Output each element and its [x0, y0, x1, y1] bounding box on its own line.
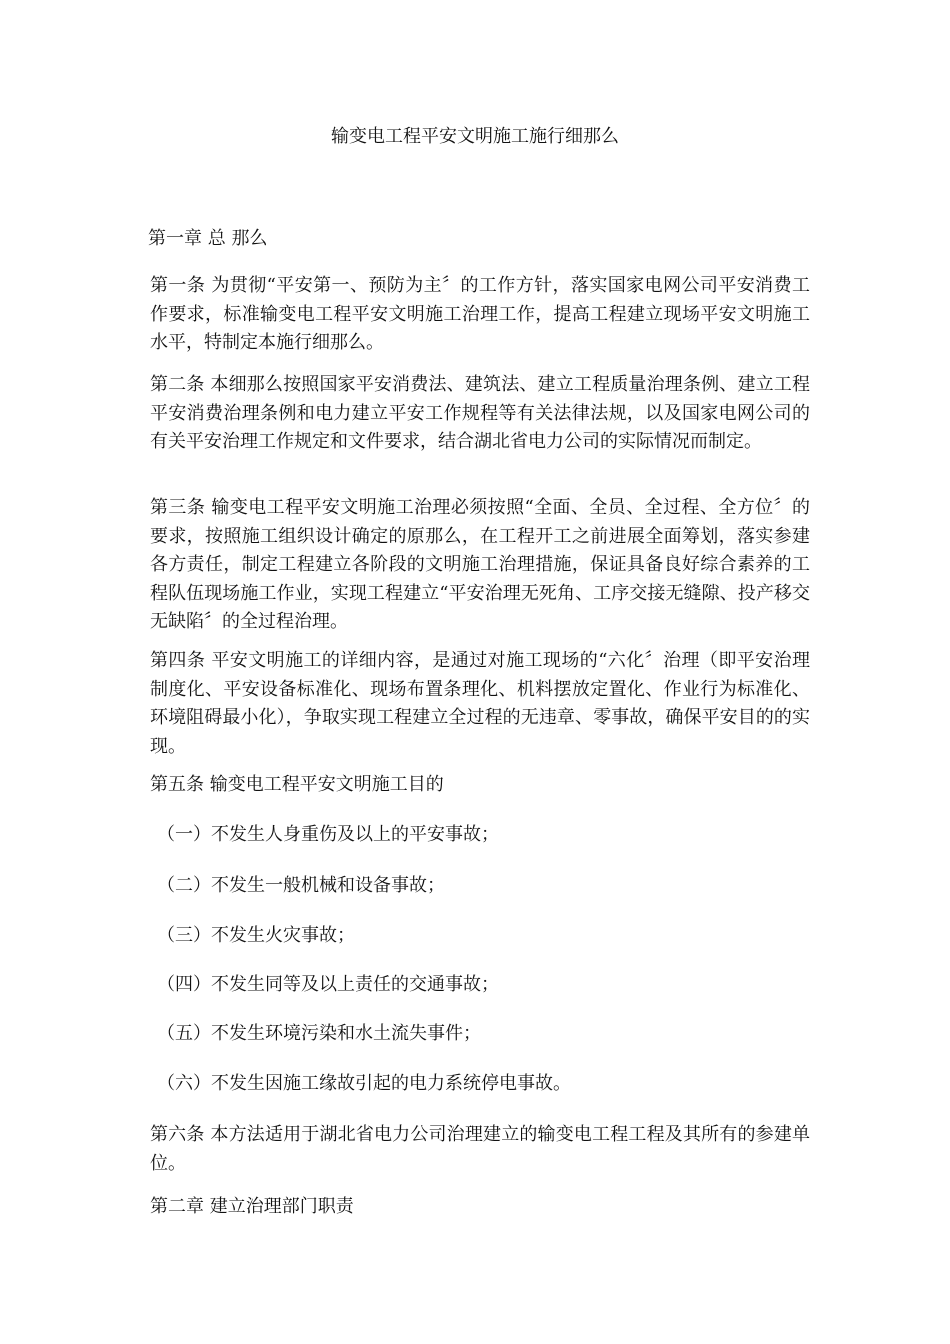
- article-2: 第二条 本细那么按照国家平安消费法、建筑法、建立工程质量治理条例、建立工程平安消费治理条例和电力建立平安工作规程等有关法律法规，以及国家电网公司的有关平安治理工作规定和文件要求，结合湖北省电力公司的实际情况而制定。: [150, 374, 810, 452]
- article-1: 第一条 为贯彻“平安第一、预防为主〞的工作方针，落实国家电网公司平安消费工作要求，标准输变电工程平安文明施工治理工作，提高工程建立现场平安文明施工水平，特制定本施行细那么。: [150, 275, 810, 353]
- article-6: 第六条 本方法适用于湖北省电力公司治理建立的输变电工程工程及其所有的参建单位。: [150, 1124, 810, 1174]
- goal-item-3: （三）不发生火灾事故；: [157, 925, 355, 946]
- goal-item-6: （六）不发生因施工缘故引起的电力系统停电事故。: [157, 1073, 571, 1094]
- goal-item-2: （二）不发生一般机械和设备事故；: [157, 875, 445, 896]
- goal-item-5: （五）不发生环境污染和水土流失事件；: [157, 1023, 481, 1044]
- goal-item-1: （一）不发生人身重伤及以上的平安事故；: [157, 824, 499, 845]
- chapter-heading-1: 第一章 总 那么: [148, 228, 268, 249]
- goal-item-4: （四）不发生同等及以上责任的交通事故；: [157, 974, 499, 995]
- article-3: 第三条 输变电工程平安文明施工治理必须按照“全面、全员、全过程、全方位〞的要求，按照施工组织设计确定的原那么，在工程开工之前进展全面筹划，落实参建各方责任，制定工程建立各阶段的文明施工治理措施，保证具备良好综合素养的工程队伍现场施工作业，实现工程建立“平安治理无死角、工序交接无缝隙、投产移交无缺陷〞的全过程治理。: [150, 497, 810, 632]
- chapter-heading-2: 第二章 建立治理部门职责: [150, 1196, 354, 1217]
- document-title: 输变电工程平安文明施工施行细那么: [331, 126, 619, 147]
- article-5: 第五条 输变电工程平安文明施工目的: [150, 774, 444, 795]
- article-4: 第四条 平安文明施工的详细内容，是通过对施工现场的“六化〞治理（即平安治理制度化、平安设备标准化、现场布置条理化、机料摆放定置化、作业行为标准化、环境阻碍最小化），争取实现工程建立全过程的无违章、零事故，确保平安目的的实现。: [150, 650, 810, 757]
